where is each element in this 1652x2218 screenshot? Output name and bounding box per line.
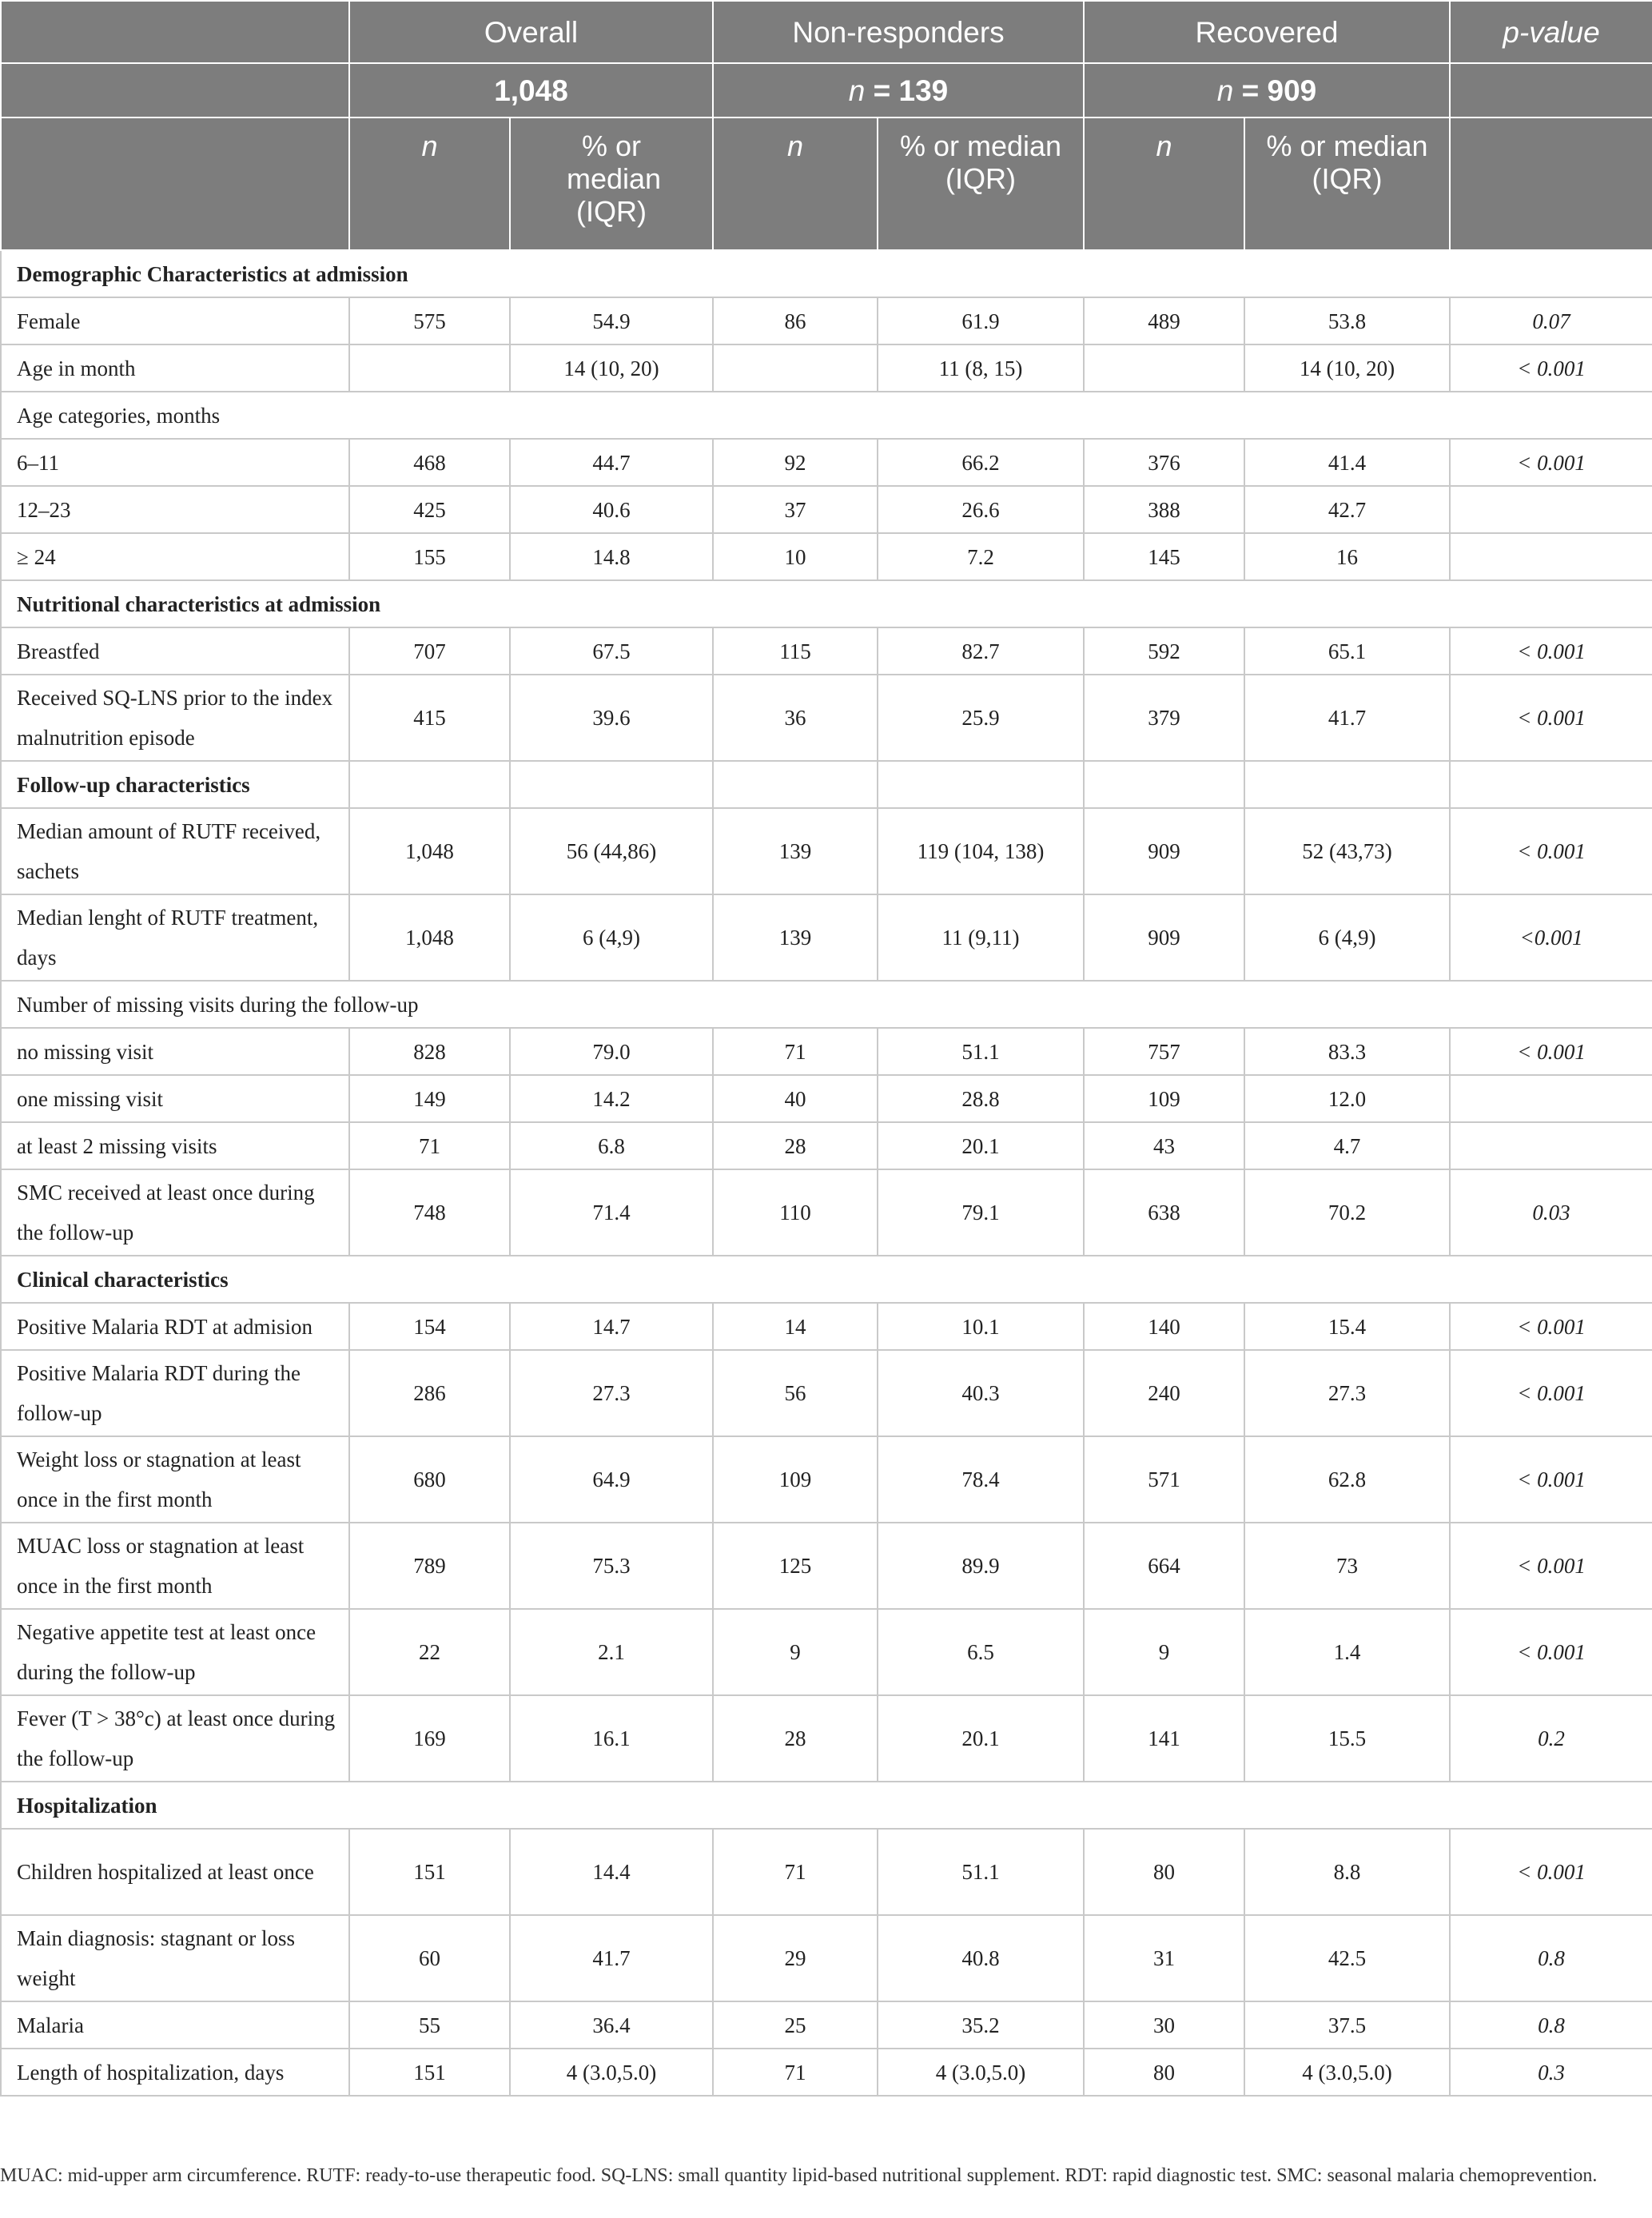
p-value-cell (1450, 1075, 1652, 1122)
non-responders-n-cell: 71 (713, 1028, 878, 1075)
table-row (1, 1028, 1652, 1075)
non-responders-percent-cell: 10.1 (878, 1303, 1084, 1350)
subheader-n: n (713, 117, 878, 250)
non-responders-n-cell: 56 (713, 1350, 878, 1436)
overall-count-value: 1,048 (494, 74, 568, 107)
recovered-percent-cell: 41.4 (1244, 439, 1450, 486)
non-responders-n-cell: 71 (713, 1829, 878, 1915)
non-responders-n-cell: 139 (713, 894, 878, 981)
recovered-n-cell: 489 (1084, 297, 1244, 344)
p-value-cell: < 0.001 (1450, 1303, 1652, 1350)
non-responders-n-cell: 29 (713, 1915, 878, 2001)
non-responders-percent-cell: 78.4 (878, 1436, 1084, 1523)
p-value-cell: <0.001 (1450, 894, 1652, 981)
recovered-percent-cell: 4 (3.0,5.0) (1244, 2049, 1450, 2096)
overall-percent-cell: 2.1 (510, 1609, 713, 1695)
p-value-cell (1450, 486, 1652, 533)
overall-n-cell: 828 (349, 1028, 510, 1075)
recovered-n-cell: 80 (1084, 2049, 1244, 2096)
recovered-count-value: = 909 (1233, 74, 1317, 107)
section-label: Demographic Characteristics at admission (1, 250, 1652, 297)
non-responders-percent-cell: 11 (9,11) (878, 894, 1084, 981)
subheader-n: n (1084, 117, 1244, 250)
non-responders-percent-cell: 35.2 (878, 2001, 1084, 2049)
overall-n-cell: 71 (349, 1122, 510, 1169)
table-row (1, 344, 1652, 392)
recovered-percent-cell: 83.3 (1244, 1028, 1450, 1075)
header-non-responders-count (713, 63, 1084, 117)
p-value-cell: < 0.001 (1450, 439, 1652, 486)
header-blank-cell (1, 117, 349, 250)
non-responders-n-cell: 25 (713, 2001, 878, 2049)
table-row (1, 1436, 1652, 1523)
table-row (1, 1915, 1652, 2001)
non-responders-n-cell: 110 (713, 1169, 878, 1256)
p-value-cell: < 0.001 (1450, 1523, 1652, 1609)
non-responders-percent-cell: 61.9 (878, 297, 1084, 344)
row-label: MUAC loss or stagnation at least once in the first month (1, 1523, 349, 1609)
row-label: 6–11 (1, 439, 349, 486)
non-responders-n-cell: 37 (713, 486, 878, 533)
recovered-percent-cell: 27.3 (1244, 1350, 1450, 1436)
non-responders-count-value: = 139 (865, 74, 949, 107)
row-label: at least 2 missing visits (1, 1122, 349, 1169)
section-label: Clinical characteristics (1, 1256, 1652, 1303)
overall-n-cell: 1,048 (349, 808, 510, 894)
overall-n-cell: 286 (349, 1350, 510, 1436)
overall-n-cell: 169 (349, 1695, 510, 1782)
table-row (1, 2049, 1652, 2096)
overall-percent-cell: 14.8 (510, 533, 713, 580)
non-responders-n-cell: 125 (713, 1523, 878, 1609)
subheader-percent-median: % or median (IQR) (1244, 117, 1450, 250)
row-label: one missing visit (1, 1075, 349, 1122)
row-label: Positive Malaria RDT at admision (1, 1303, 349, 1350)
p-value-cell: < 0.001 (1450, 675, 1652, 761)
table-row (1, 1169, 1652, 1256)
row-label: Main diagnosis: stagnant or loss weight (1, 1915, 349, 2001)
non-responders-percent-cell: 40.3 (878, 1350, 1084, 1436)
header-recovered-count (1084, 63, 1450, 117)
non-responders-n-cell: 86 (713, 297, 878, 344)
recovered-percent-cell: 1.4 (1244, 1609, 1450, 1695)
table-row (1, 675, 1652, 761)
non-responders-n-cell: 71 (713, 2049, 878, 2096)
table-row (1, 486, 1652, 533)
row-label: Malaria (1, 2001, 349, 2049)
overall-n-cell: 155 (349, 533, 510, 580)
row-label: Female (1, 297, 349, 344)
overall-n-cell: 680 (349, 1436, 510, 1523)
overall-n-cell: 60 (349, 1915, 510, 2001)
recovered-percent-cell: 65.1 (1244, 627, 1450, 675)
p-value-cell: < 0.001 (1450, 344, 1652, 392)
non-responders-n-cell: 9 (713, 1609, 878, 1695)
overall-percent-cell: 6.8 (510, 1122, 713, 1169)
recovered-n-cell: 9 (1084, 1609, 1244, 1695)
row-label: Weight loss or stagnation at least once in the first month (1, 1436, 349, 1523)
overall-percent-cell: 56 (44,86) (510, 808, 713, 894)
overall-n-cell: 425 (349, 486, 510, 533)
non-responders-percent-cell: 6.5 (878, 1609, 1084, 1695)
non-responders-n-cell: 40 (713, 1075, 878, 1122)
overall-percent-cell: 67.5 (510, 627, 713, 675)
overall-n-cell: 575 (349, 297, 510, 344)
overall-percent-cell: 54.9 (510, 297, 713, 344)
overall-percent-cell: 36.4 (510, 2001, 713, 2049)
table-row (1, 1303, 1652, 1350)
table-body (1, 250, 1652, 2096)
non-responders-n-cell: 115 (713, 627, 878, 675)
header-row-subcolumns (1, 117, 1652, 250)
p-value-cell: 0.2 (1450, 1695, 1652, 1782)
non-responders-percent-cell: 66.2 (878, 439, 1084, 486)
header-row-groups (1, 1, 1652, 63)
subgroup-label-row (1, 392, 1652, 439)
recovered-n-cell: 240 (1084, 1350, 1244, 1436)
overall-n-cell: 707 (349, 627, 510, 675)
empty-cell (1450, 761, 1652, 808)
table-header (1, 1, 1652, 250)
recovered-n-cell: 388 (1084, 486, 1244, 533)
non-responders-percent-cell: 40.8 (878, 1915, 1084, 2001)
header-recovered: Recovered (1084, 1, 1450, 63)
p-value-cell (1450, 1122, 1652, 1169)
recovered-percent-cell: 41.7 (1244, 675, 1450, 761)
table-row (1, 1075, 1652, 1122)
recovered-percent-cell: 42.7 (1244, 486, 1450, 533)
overall-n-cell: 151 (349, 1829, 510, 1915)
row-label: Fever (T > 38°c) at least once during the follow-up (1, 1695, 349, 1782)
overall-percent-cell: 79.0 (510, 1028, 713, 1075)
header-blank-cell (1, 1, 349, 63)
recovered-n-cell: 80 (1084, 1829, 1244, 1915)
overall-percent-cell: 14.7 (510, 1303, 713, 1350)
non-responders-percent-cell: 79.1 (878, 1169, 1084, 1256)
overall-n-cell: 748 (349, 1169, 510, 1256)
recovered-percent-cell: 52 (43,73) (1244, 808, 1450, 894)
recovered-n-cell: 145 (1084, 533, 1244, 580)
overall-n-cell: 1,048 (349, 894, 510, 981)
non-responders-percent-cell: 25.9 (878, 675, 1084, 761)
non-responders-n-cell: 109 (713, 1436, 878, 1523)
overall-n-cell: 149 (349, 1075, 510, 1122)
recovered-n-cell: 376 (1084, 439, 1244, 486)
recovered-n-cell: 664 (1084, 1523, 1244, 1609)
p-value-cell: < 0.001 (1450, 627, 1652, 675)
row-label: Negative appetite test at least once during the follow-up (1, 1609, 349, 1695)
recovered-n-cell: 909 (1084, 894, 1244, 981)
header-blank-cell (1450, 117, 1652, 250)
empty-cell (1084, 761, 1244, 808)
section-label: Hospitalization (1, 1782, 1652, 1829)
p-value-cell: < 0.001 (1450, 1028, 1652, 1075)
p-value-cell: < 0.001 (1450, 1436, 1652, 1523)
section-header-row (1, 761, 1652, 808)
overall-percent-cell: 14.4 (510, 1829, 713, 1915)
header-blank-cell (1450, 63, 1652, 117)
recovered-percent-cell: 4.7 (1244, 1122, 1450, 1169)
overall-percent-cell: 41.7 (510, 1915, 713, 2001)
recovered-percent-cell: 73 (1244, 1523, 1450, 1609)
table-row (1, 1122, 1652, 1169)
p-value-cell: 0.07 (1450, 297, 1652, 344)
overall-percent-cell: 64.9 (510, 1436, 713, 1523)
subgroup-label-row (1, 981, 1652, 1028)
table-row (1, 533, 1652, 580)
non-responders-n-cell: 92 (713, 439, 878, 486)
recovered-n-cell: 109 (1084, 1075, 1244, 1122)
section-header-row (1, 580, 1652, 627)
recovered-n-cell: 141 (1084, 1695, 1244, 1782)
non-responders-n-cell: 28 (713, 1122, 878, 1169)
section-label: Nutritional characteristics at admission (1, 580, 1652, 627)
section-header-row (1, 250, 1652, 297)
p-value-cell: < 0.001 (1450, 1350, 1652, 1436)
non-responders-percent-cell: 119 (104, 138) (878, 808, 1084, 894)
recovered-n-cell (1084, 344, 1244, 392)
non-responders-n-cell: 36 (713, 675, 878, 761)
empty-cell (349, 761, 510, 808)
header-blank-cell (1, 63, 349, 117)
empty-cell (878, 761, 1084, 808)
row-label: no missing visit (1, 1028, 349, 1075)
overall-percent-cell: 71.4 (510, 1169, 713, 1256)
overall-percent-cell: 39.6 (510, 675, 713, 761)
recovered-n-cell: 757 (1084, 1028, 1244, 1075)
recovered-percent-cell: 16 (1244, 533, 1450, 580)
non-responders-percent-cell: 20.1 (878, 1122, 1084, 1169)
non-responders-percent-cell: 4 (3.0,5.0) (878, 2049, 1084, 2096)
overall-n-cell (349, 344, 510, 392)
row-label: Received SQ-LNS prior to the index malnutrition episode (1, 675, 349, 761)
recovered-n-cell: 909 (1084, 808, 1244, 894)
subheader-percent-median: % or median (IQR) (878, 117, 1084, 250)
overall-percent-cell: 14 (10, 20) (510, 344, 713, 392)
header-p-value: p-value (1450, 1, 1652, 63)
subgroup-label: Number of missing visits during the follow-up (1, 981, 1652, 1028)
section-header-row (1, 1782, 1652, 1829)
recovered-percent-cell: 70.2 (1244, 1169, 1450, 1256)
overall-n-cell: 468 (349, 439, 510, 486)
non-responders-n-cell: 139 (713, 808, 878, 894)
recovered-percent-cell: 14 (10, 20) (1244, 344, 1450, 392)
row-label: ≥ 24 (1, 533, 349, 580)
recovered-percent-cell: 53.8 (1244, 297, 1450, 344)
recovered-n-cell: 30 (1084, 2001, 1244, 2049)
overall-percent-cell: 44.7 (510, 439, 713, 486)
recovered-n-cell: 31 (1084, 1915, 1244, 2001)
recovered-n-cell: 140 (1084, 1303, 1244, 1350)
row-label: Median lenght of RUTF treatment, days (1, 894, 349, 981)
non-responders-percent-cell: 20.1 (878, 1695, 1084, 1782)
overall-percent-cell: 40.6 (510, 486, 713, 533)
p-value-cell: 0.03 (1450, 1169, 1652, 1256)
overall-n-cell: 151 (349, 2049, 510, 2096)
overall-percent-cell: 16.1 (510, 1695, 713, 1782)
subheader-n: n (349, 117, 510, 250)
section-header-row (1, 1256, 1652, 1303)
p-value-cell (1450, 533, 1652, 580)
table-row (1, 297, 1652, 344)
row-label: Breastfed (1, 627, 349, 675)
empty-cell (1244, 761, 1450, 808)
recovered-percent-cell: 42.5 (1244, 1915, 1450, 2001)
row-label: 12–23 (1, 486, 349, 533)
overall-n-cell: 415 (349, 675, 510, 761)
recovered-percent-cell: 15.4 (1244, 1303, 1450, 1350)
row-label: SMC received at least once during the follow-up (1, 1169, 349, 1256)
non-responders-percent-cell: 51.1 (878, 1829, 1084, 1915)
non-responders-n-cell: 28 (713, 1695, 878, 1782)
non-responders-percent-cell: 11 (8, 15) (878, 344, 1084, 392)
recovered-percent-cell: 6 (4,9) (1244, 894, 1450, 981)
table-row (1, 1350, 1652, 1436)
non-responders-n-cell (713, 344, 878, 392)
header-non-responders: Non-responders (713, 1, 1084, 63)
header-row-counts (1, 63, 1652, 117)
non-responders-percent-cell: 82.7 (878, 627, 1084, 675)
row-label: Positive Malaria RDT during the follow-up (1, 1350, 349, 1436)
row-label: Length of hospitalization, days (1, 2049, 349, 2096)
overall-percent-cell: 6 (4,9) (510, 894, 713, 981)
table-row (1, 808, 1652, 894)
overall-n-cell: 154 (349, 1303, 510, 1350)
table-row (1, 1609, 1652, 1695)
overall-percent-cell: 27.3 (510, 1350, 713, 1436)
table-row (1, 1695, 1652, 1782)
non-responders-percent-cell: 89.9 (878, 1523, 1084, 1609)
header-overall: Overall (349, 1, 713, 63)
overall-n-cell: 55 (349, 2001, 510, 2049)
recovered-percent-cell: 37.5 (1244, 2001, 1450, 2049)
non-responders-percent-cell: 26.6 (878, 486, 1084, 533)
overall-n-cell: 789 (349, 1523, 510, 1609)
recovered-n-cell: 379 (1084, 675, 1244, 761)
p-value-cell: < 0.001 (1450, 808, 1652, 894)
recovered-percent-cell: 12.0 (1244, 1075, 1450, 1122)
row-label: Age in month (1, 344, 349, 392)
subgroup-label: Age categories, months (1, 392, 1652, 439)
recovered-n-cell: 592 (1084, 627, 1244, 675)
non-responders-n-cell: 14 (713, 1303, 878, 1350)
empty-cell (713, 761, 878, 808)
non-responders-n-cell: 10 (713, 533, 878, 580)
p-value-cell: < 0.001 (1450, 1609, 1652, 1695)
p-value-cell: < 0.001 (1450, 1829, 1652, 1915)
recovered-n-cell: 43 (1084, 1122, 1244, 1169)
recovered-percent-cell: 62.8 (1244, 1436, 1450, 1523)
header-overall-count (349, 63, 713, 117)
p-value-cell: 0.8 (1450, 2001, 1652, 2049)
row-label: Median amount of RUTF received, sachets (1, 808, 349, 894)
recovered-n-cell: 638 (1084, 1169, 1244, 1256)
table-row (1, 2001, 1652, 2049)
table-row (1, 627, 1652, 675)
n-symbol: n (1216, 74, 1234, 107)
section-label: Follow-up characteristics (1, 761, 349, 808)
recovered-percent-cell: 8.8 (1244, 1829, 1450, 1915)
non-responders-percent-cell: 7.2 (878, 533, 1084, 580)
p-value-cell: 0.3 (1450, 2049, 1652, 2096)
table-row (1, 439, 1652, 486)
row-label: Children hospitalized at least once (1, 1829, 349, 1915)
table-row (1, 1829, 1652, 1915)
n-symbol: n (848, 74, 866, 107)
table-row (1, 1523, 1652, 1609)
overall-percent-cell: 75.3 (510, 1523, 713, 1609)
overall-n-cell: 22 (349, 1609, 510, 1695)
overall-percent-cell: 14.2 (510, 1075, 713, 1122)
recovered-percent-cell: 15.5 (1244, 1695, 1450, 1782)
table-footnote: MUAC: mid-upper arm circumference. RUTF: ready-to-use therapeutic food. SQ-LNS: small quantity lipid-based nutritional supplement. RDT: rapid diagnostic test. SMC: seasonal malaria chemoprevention. (0, 2165, 1598, 2186)
recovered-n-cell: 571 (1084, 1436, 1244, 1523)
subheader-percent-median: % or median (IQR) (510, 117, 713, 250)
overall-percent-cell: 4 (3.0,5.0) (510, 2049, 713, 2096)
p-value-cell: 0.8 (1450, 1915, 1652, 2001)
non-responders-percent-cell: 51.1 (878, 1028, 1084, 1075)
non-responders-percent-cell: 28.8 (878, 1075, 1084, 1122)
table-row (1, 894, 1652, 981)
empty-cell (510, 761, 713, 808)
